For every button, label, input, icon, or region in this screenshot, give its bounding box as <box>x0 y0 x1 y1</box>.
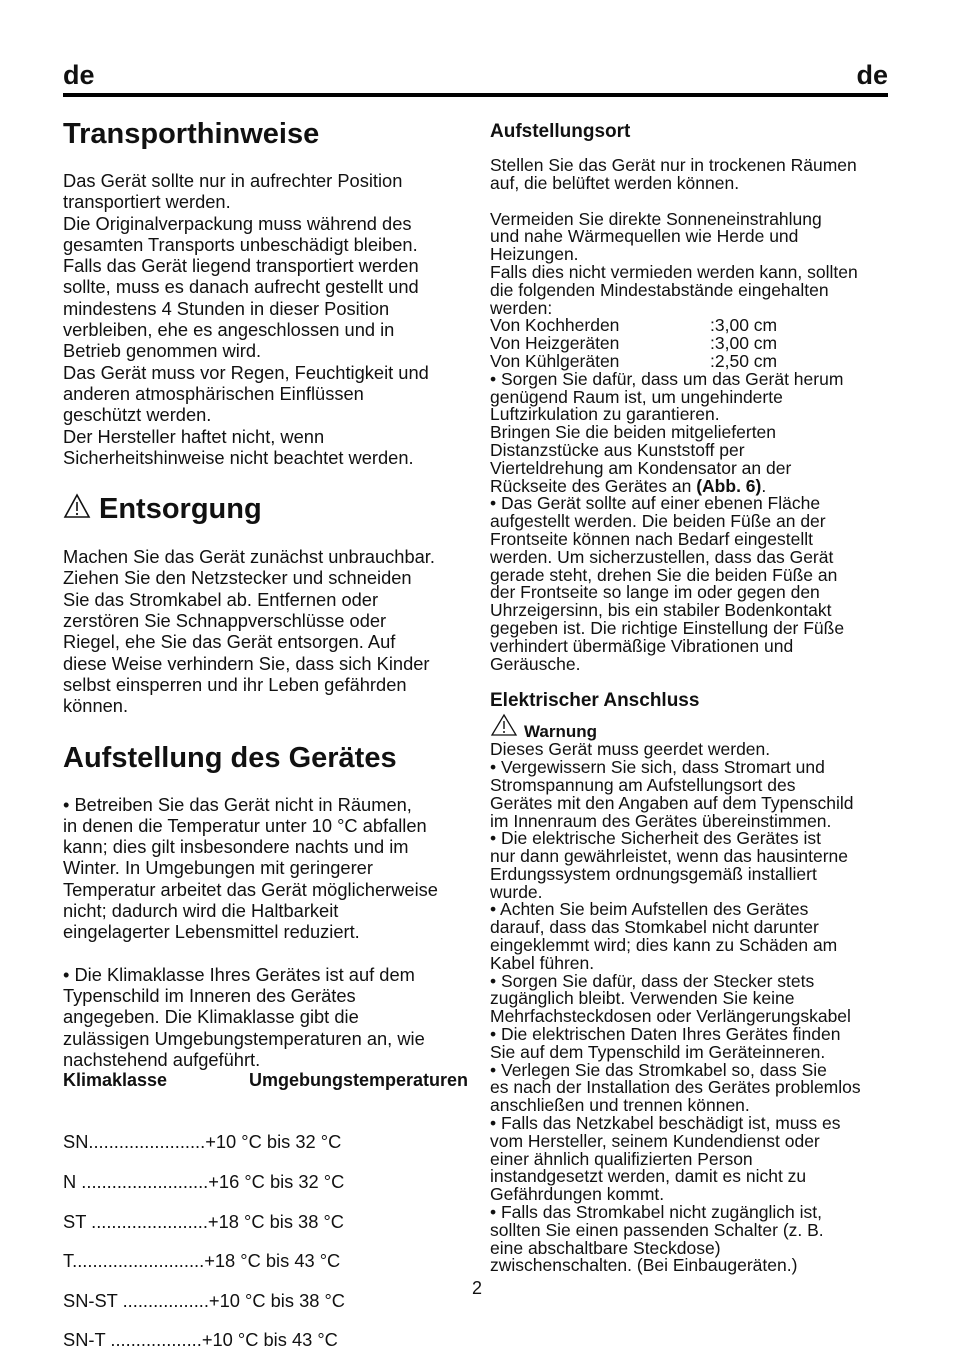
text-line: Betrieb genommen wird. <box>63 340 262 362</box>
warning-text: Warnung <box>524 722 598 742</box>
text-line: auf, die belüftet werden können. <box>490 172 740 193</box>
text-line: Vierteldrehung am Kondensator an der <box>490 457 792 478</box>
text-line: im Innenraum des Gerätes übereinstimmen. <box>490 810 832 831</box>
text-line: Sicherheitshinweise nicht beachtet werden. <box>63 446 414 468</box>
text-line: gegeben ist. Die richtige Einstellung der Füße <box>490 617 845 638</box>
text-line: • Das Gerät sollte auf einer ebenen Fläche <box>490 493 821 514</box>
text-line: eingelagerter Lebensmittel reduziert. <box>63 921 360 943</box>
text-line: • Vergewissern Sie sich, dass Stromart und <box>490 757 825 778</box>
ort-p2 <box>490 208 892 318</box>
text-line: • Die elektrischen Daten Ihres Gerätes finden <box>490 1024 841 1045</box>
elektrisch-text <box>490 741 892 1275</box>
text-line: Dieses Gerät muss geerdet werden. <box>490 739 771 760</box>
header-rule <box>63 93 888 97</box>
distance-value: :2,50 cm <box>710 350 778 371</box>
text-line: • Sorgen Sie dafür, dass um das Gerät herum <box>490 368 844 389</box>
warning-icon <box>63 492 91 528</box>
text-line: Der Hersteller haftet nicht, wenn <box>63 425 325 447</box>
entsorgung-text <box>63 546 468 716</box>
text-line: nur dann gewährleistet, wenn das hausinterne <box>490 846 849 867</box>
text-line: anderen atmosphärischen Einflüssen <box>63 382 364 404</box>
text-line: diese Weise verhindern Sie, dass sich Kinder <box>63 652 430 674</box>
text-line: und nahe Wärmequellen wie Herde und <box>490 226 799 247</box>
text-line: • Falls das Netzkabel beschädigt ist, muss es <box>490 1113 841 1134</box>
text-line: sollte, muss es danach aufrecht gestellt und <box>63 276 419 298</box>
text-line: selbst einsperren und ihr Leben gefährden <box>63 673 407 695</box>
climate-col-temp: Umgebungstemperaturen <box>248 1070 468 1091</box>
text-line: Stellen Sie das Gerät nur in trockenen Räumen <box>490 155 857 175</box>
text-line: nachstehend aufgeführt. <box>63 1048 261 1070</box>
text-line: Falls das Gerät liegend transportiert werden <box>63 255 419 277</box>
climate-col-class: Klimaklasse <box>63 1070 168 1091</box>
text-line: zulässigen Umgebungstemperaturen an, wie <box>63 1027 425 1049</box>
text-line: Sie das Stromkabel ab. Entfernen oder <box>63 588 379 610</box>
text-line: Kabel führen. <box>490 952 595 973</box>
text-line: transportiert werden. <box>63 191 231 213</box>
text-line: Sie auf dem Typenschild im Geräteinneren. <box>490 1041 826 1062</box>
text-line: T..........................+18 °C bis 43 °C <box>63 1250 341 1272</box>
text-line: instandgesetzt werden, damit es nicht zu <box>490 1166 807 1187</box>
transport-text <box>63 170 468 468</box>
distance-value: :3,00 cm <box>710 315 778 336</box>
text-line: Geräusche. <box>490 653 581 674</box>
section-title-entsorgung: Entsorgung <box>99 493 262 526</box>
text-line: gesamten Transports unbeschädigt bleiben. <box>63 233 418 255</box>
text-line: Riegel, ehe Sie das Gerät entsorgen. Auf <box>63 631 396 653</box>
text-line: Die Originalverpackung muss während des <box>63 212 412 234</box>
text-line: • Betreiben Sie das Gerät nicht in Räumen, <box>63 793 412 815</box>
text-line: Ziehen Sie den Netzstecker und schneiden <box>63 567 412 589</box>
text-line: Bringen Sie die beiden mitgelieferten <box>490 422 777 443</box>
text-line: Falls dies nicht vermieden werden kann, sollten <box>490 261 858 282</box>
text-line: die folgenden Mindestabstände eingehalten <box>490 279 829 300</box>
text-line: verbleiben, ehe es angeschlossen und in <box>63 319 395 341</box>
text-line: Temperatur arbeitet das Gerät möglicherweise <box>63 878 438 900</box>
climate-table <box>63 1131 468 1350</box>
text-line: zerstören Sie Schnappverschlüsse oder <box>63 610 387 632</box>
text-line: eine abschaltbare Steckdose) <box>490 1237 721 1258</box>
section-title-transport: Transporthinweise <box>63 118 320 150</box>
text-line: • Achten Sie beim Aufstellen des Gerätes <box>490 899 809 920</box>
distance-name: Von Kühlgeräten <box>490 350 620 371</box>
text-line: mindestens 4 Stunden in dieser Position <box>63 297 390 319</box>
aufstellung-para2 <box>63 964 468 1070</box>
text-line: der Frontseite so lange im oder gegen den <box>490 582 820 603</box>
text-line: können. <box>63 695 129 717</box>
text-line: Stromspannung am Aufstellungsort des <box>490 774 796 795</box>
climate-table-header <box>63 1070 468 1091</box>
text-line: wurde. <box>490 881 543 902</box>
text-line: Mehrfachsteckdosen oder Verlängerungskabel <box>490 1006 851 1027</box>
text-line: genügend Raum ist, um ungehinderte <box>490 386 783 407</box>
text-line: Vermeiden Sie direkte Sonneneinstrahlung <box>490 208 822 229</box>
text-line: ST .......................+18 °C bis 38 °C <box>63 1210 344 1232</box>
text-line: werden: <box>490 297 553 318</box>
text-line: eingeklemmt wird; dies kann zu Schäden am <box>490 935 838 956</box>
section-title-aufstellungsort: Aufstellungsort <box>490 121 631 142</box>
text-line: zugänglich bleibt. Verwenden Sie keine <box>490 988 795 1009</box>
header-lang-right: de <box>856 60 888 90</box>
text-line: gerade steht, drehen Sie die beiden Füße an <box>490 564 838 585</box>
text-line: zwischenschalten. (Bei Einbaugeräten.) <box>490 1255 798 1276</box>
text-line: • Die Klimaklasse Ihres Gerätes ist auf dem <box>63 963 415 985</box>
text-line: einer ähnlich qualifizierten Person <box>490 1148 753 1169</box>
warning-label <box>490 713 892 741</box>
text-line: darauf, dass das Stomkabel nicht darunter <box>490 917 819 938</box>
text-line: sollten Sie einen passenden Schalter (z. B. <box>490 1219 824 1240</box>
text-line: kann; dies gilt insbesondere nachts und im <box>63 836 409 858</box>
text-line: Typenschild im Inneren des Gerätes <box>63 984 356 1006</box>
header-lang-left: de <box>63 60 95 90</box>
distance-value: :3,00 cm <box>710 333 778 354</box>
text-line: Gefährdungen kommt. <box>490 1184 665 1205</box>
text-line: angegeben. Die Klimaklasse gibt die <box>63 1006 359 1028</box>
section-title-elektrisch: Elektrischer Anschluss <box>490 690 700 712</box>
text-line: aufgestellt werden. Die beiden Füße an der <box>490 511 826 532</box>
distance-name: Von Kochherden <box>490 315 620 336</box>
text-line: • Die elektrische Sicherheit des Gerätes ist <box>490 828 821 849</box>
text-line: Luftzirkulation zu garantieren. <box>490 404 720 425</box>
ort-p4 <box>490 495 892 673</box>
warning-small-icon <box>490 713 518 741</box>
distance-name: Von Heizgeräten <box>490 333 620 354</box>
text-line: N .........................+16 °C bis 32 °C <box>63 1170 345 1192</box>
ort-p1 <box>490 157 892 193</box>
text-line: in denen die Temperatur unter 10 °C abfallen <box>63 814 427 836</box>
left-column <box>63 116 468 1369</box>
text-line: SN-ST .................+10 °C bis 38 °C <box>63 1289 345 1311</box>
section-title-aufstellung: Aufstellung des Gerätes <box>63 741 397 774</box>
right-column <box>490 120 892 1275</box>
text-line: • Verlegen Sie das Stromkabel so, dass Sie <box>490 1059 827 1080</box>
text-line: nicht; dadurch wird die Haltbarkeit <box>63 900 339 922</box>
text-line: • Sorgen Sie dafür, dass der Stecker stets <box>490 970 815 991</box>
text-line: Distanzstücke aus Kunststoff per <box>490 439 745 460</box>
text-line: verhindert übermäßige Vibrationen und <box>490 635 794 656</box>
text-line: Heizungen. <box>490 244 579 265</box>
page-number: 2 <box>471 1278 482 1298</box>
text-line: Erdungssystem ordnungsgemäß installiert <box>490 863 817 884</box>
distance-list <box>490 317 892 370</box>
text-line: Gerätes mit den Angaben auf dem Typenschild <box>490 792 854 813</box>
text-line: werden. Um sicherzustellen, dass das Gerät <box>490 546 834 567</box>
text-line: SN.......................+10 °C bis 32 °C <box>63 1131 342 1153</box>
text-line: geschützt werden. <box>63 404 212 426</box>
text-line: Uhrzeigersinn, bis ein stabiler Bodenkontakt <box>490 600 832 621</box>
text-line: Das Gerät sollte nur in aufrechter Position <box>63 170 403 191</box>
text-line: vom Hersteller, seinem Kundendienst oder <box>490 1130 820 1151</box>
ort-p3-last-text: Rückseite des Gerätes an <box>490 475 697 496</box>
text-line: Machen Sie das Gerät zunächst unbrauchbar. <box>63 546 435 568</box>
figure-ref: (Abb. 6) <box>696 475 762 496</box>
ort-p3-last-suffix: . <box>761 475 767 496</box>
text-line: SN-T ..................+10 °C bis 43 °C <box>63 1329 338 1351</box>
text-line: Winter. In Umgebungen mit geringerer <box>63 857 373 879</box>
section-title-entsorgung-wrap <box>63 490 468 528</box>
text-line: • Falls das Stromkabel nicht zugänglich ist, <box>490 1202 822 1223</box>
text-line: anschließen und trennen können. <box>490 1095 750 1116</box>
text-line: es nach der Installation des Gerätes problemlos <box>490 1077 861 1098</box>
aufstellung-para1 <box>63 794 468 943</box>
text-line: Das Gerät muss vor Regen, Feuchtigkeit und <box>63 361 429 383</box>
text-line: Frontseite können nach Bedarf eingestellt <box>490 528 813 549</box>
ort-p3 <box>490 368 892 478</box>
